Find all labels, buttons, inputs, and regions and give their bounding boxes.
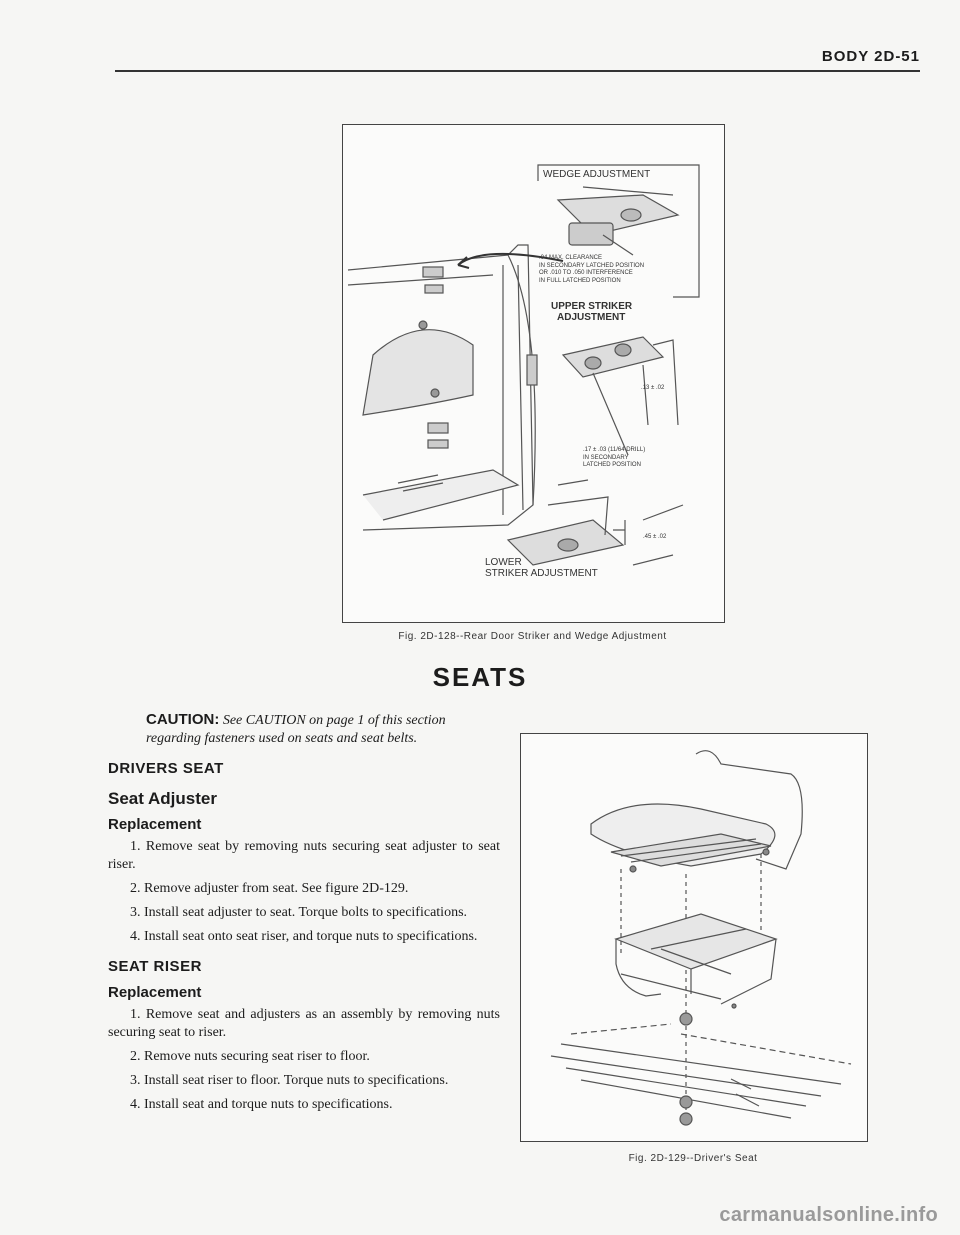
step-text: 3. Install seat adjuster to seat. Torque bolts to specifications.: [130, 905, 468, 920]
step-text: 1. Remove seat by removing nuts securing seat adjuster to seat riser.: [108, 839, 500, 872]
label-wedge-adjustment: WEDGE ADJUSTMENT: [543, 169, 651, 180]
label-lower: LOWER: [485, 557, 522, 568]
step-text: 1. Remove seat and adjusters as an assembly by removing nuts securing seat to riser.: [108, 1007, 500, 1040]
figure-caption-2d-129: Fig. 2D-129--Driver's Seat: [628, 1153, 758, 1164]
rear-door-striker-illustration: [343, 125, 724, 622]
label-clearance-3: OR .010 TO .050 INTERFERENCE: [539, 270, 633, 276]
label-upper-striker-1: UPPER STRIKER: [551, 301, 633, 312]
label-clearance-4: IN FULL LATCHED POSITION: [539, 277, 621, 284]
figure-drivers-seat: [520, 733, 868, 1142]
caution-text: See CAUTION on page 1 of this section regarding fasteners used on seats and seat belts.: [146, 713, 446, 746]
step-text: 2. Remove nuts securing seat riser to floor.: [130, 1049, 370, 1064]
step-text: 4. Install seat and torque nuts to specifications.: [130, 1097, 393, 1112]
section-title: SEATS: [432, 662, 528, 692]
step-text: 2. Remove adjuster from seat. See figure 2D-129.: [130, 881, 409, 896]
watermark: carmanualsonline.info: [719, 1204, 938, 1226]
label-dim-13: .13 ± .02: [641, 385, 665, 391]
heading-seat-riser: SEAT RISER: [108, 958, 202, 975]
caution-note: [108, 711, 500, 748]
page-header: BODY 2D-51: [821, 48, 920, 65]
label-lower-striker-adjustment: STRIKER ADJUSTMENT: [485, 568, 598, 579]
label-clearance-1: .04 MAX. CLEARANCE: [539, 255, 603, 261]
heading-replacement: Replacement: [108, 984, 202, 1001]
label-clearance-2: IN SECONDARY LATCHED POSITION: [539, 262, 645, 269]
label-dim-45: .45 ± .02: [643, 534, 667, 540]
figure-rear-door-striker: [342, 124, 725, 623]
header-rule: [115, 70, 920, 72]
text-column: [108, 711, 500, 1120]
heading-replacement: Replacement: [108, 816, 202, 833]
label-drill-1: .17 ± .03 (11/64 DRILL): [583, 447, 646, 453]
drivers-seat-illustration: [521, 734, 867, 1141]
caution-label: CAUTION:: [146, 711, 220, 728]
step-text: 4. Install seat onto seat riser, and torque nuts to specifications.: [130, 929, 478, 944]
figure-caption-2d-128: Fig. 2D-128--Rear Door Striker and Wedge Adjustment: [398, 631, 667, 642]
heading-seat-adjuster: Seat Adjuster: [108, 789, 217, 808]
label-drill-3: LATCHED POSITION: [583, 462, 641, 468]
label-upper-striker-2: ADJUSTMENT: [557, 312, 626, 323]
step-text: 3. Install seat riser to floor. Torque nuts to specifications.: [130, 1073, 449, 1088]
heading-drivers-seat: DRIVERS SEAT: [108, 760, 224, 777]
label-drill-2: IN SECONDARY: [583, 454, 629, 461]
